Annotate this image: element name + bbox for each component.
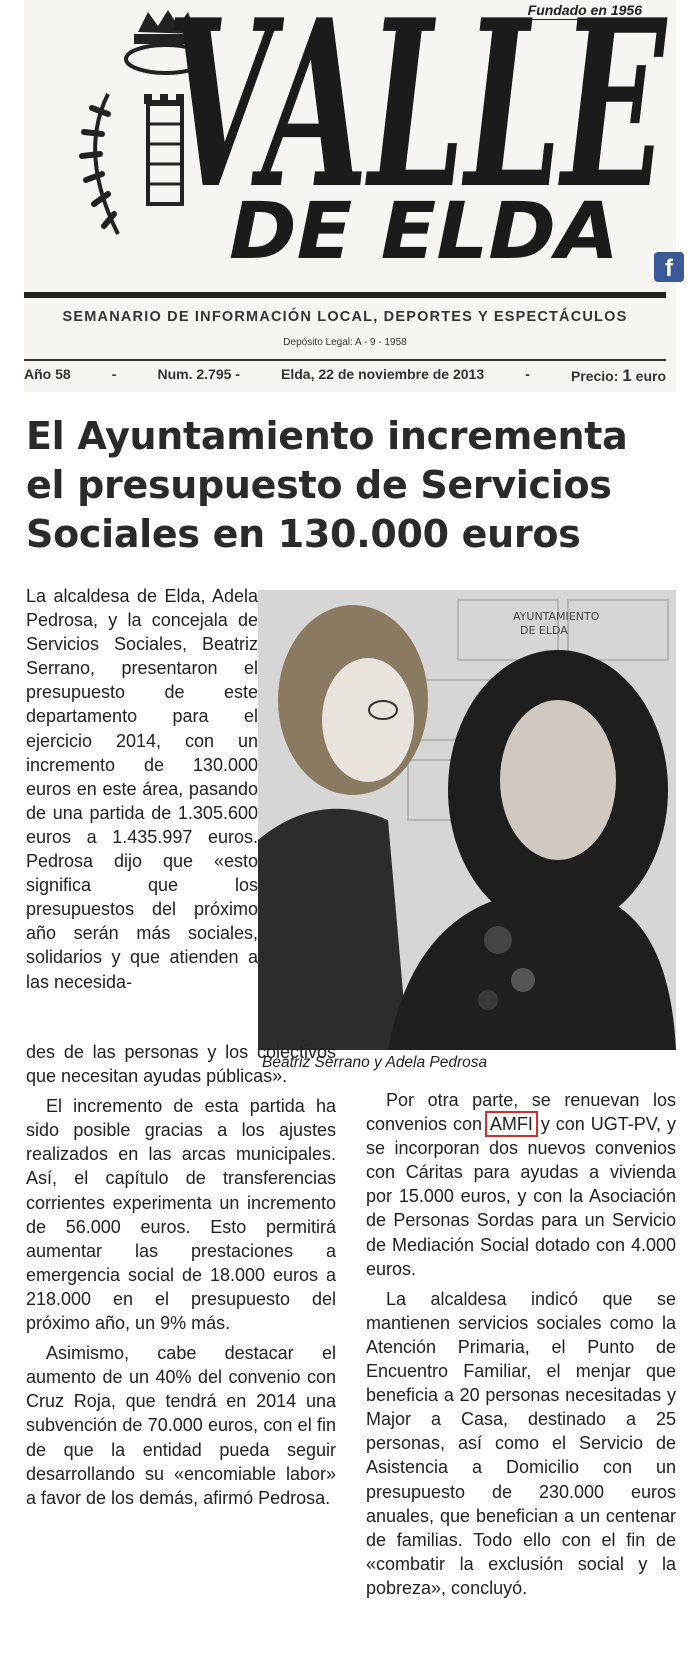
photo-caption: Beatriz Serrano y Adela Pedrosa xyxy=(262,1054,488,1071)
headline-line: Sociales en 130.000 euros xyxy=(26,512,581,556)
issue-separator: - xyxy=(525,366,530,382)
issue-price xyxy=(571,366,666,386)
paragraph-2: El incremento de esta partida ha sido posible gracias a los ajustes realizados en las arcas municipales. Así, el capítulo de transferencias corrientes experimenta un incremento de 56.000 euros. Esto permitirá aumentar las prestaciones a emergencia social de 18.000 euros a 218.000 en el presupuesto del próximo año, un 9% más. xyxy=(26,1096,336,1334)
paragraph-1-tail: des de las personas y los colectivos que necesitan ayudas públicas». xyxy=(26,1042,336,1087)
paragraph-5: La alcaldesa indicó que se mantienen servicios sociales como la Atención Primaria, el Punto de Encuentro Familiar, el menjar que beneficia a 20 personas necesitadas y Major a Casa, destinado a 25 personas, así como el Servicio de Asistencia a Domicilio con un presupuesto de 230.000 euros anuales, que benefician a un centenar de familias. Todo ello con el fin de «combatir la exclusión social y la pobreza», concluyó. xyxy=(366,1288,676,1598)
headline-line: el presupuesto de Servicios xyxy=(26,463,612,507)
logo-text: VALLE xyxy=(166,0,668,210)
masthead xyxy=(24,0,676,392)
tagline: SEMANARIO DE INFORMACIÓN LOCAL, DEPORTES Y ESPECTÁCULOS xyxy=(62,309,628,325)
paragraph-4-end: y con UGT-PV, y se incorporan dos nuevos convenios con Cáritas para ayudas a vivienda por 15.000 euros, y con la Asociación de Personas Sordas para un Servicio de Mediación Social dotado con 4.000 euros. xyxy=(366,1114,676,1279)
article-column-right xyxy=(366,1088,676,1600)
headline-line: El Ayuntamiento incrementa xyxy=(26,414,628,458)
legal-deposit: Depósito Legal: A - 9 - 1958 xyxy=(283,337,407,348)
de-elda-logo xyxy=(229,180,629,275)
price-value: 1 xyxy=(622,366,632,385)
issue-rule xyxy=(24,359,666,361)
masthead-rule xyxy=(24,292,666,298)
paragraph-3: Asimismo, cabe destacar el aumento de un 40% del convenio con Cruz Roja, que tendrá en 2014 una subvención de 70.000 euros, con el fin de que la entidad pueda seguir desarrollando su «encomiable labor» a favor de los demás, afirmó Pedrosa. xyxy=(26,1343,336,1508)
facebook-icon[interactable]: f xyxy=(654,252,684,282)
issue-separator: - xyxy=(111,366,117,382)
issue-line xyxy=(24,366,666,386)
issue-date: Elda, 22 de noviembre de 2013 xyxy=(281,366,485,382)
photo-illustration xyxy=(258,590,676,1050)
backdrop-text: DE ELDA xyxy=(520,624,568,637)
paragraph-4-start: Por otra parte, se renuevan los convenios con xyxy=(366,1090,676,1135)
logo-sub-text: DE ELDA xyxy=(229,187,619,275)
paragraph-1: La alcaldesa de Elda, Adela Pedrosa, y la concejala de Servicios Sociales, Beatriz Serrano, presentaron el presupuesto de este departamento para el ejercicio 2014, con un incremento de 130.000 euros en este área, pasando de una partida de 1.305.600 euros a 1.435.997 euros. Pedrosa dijo que «esto significa que los presupuestos del próximo año serán más sociales, solidarios y que atienden a las necesida- xyxy=(26,586,258,992)
article-column-narrow xyxy=(26,584,258,994)
article-headline xyxy=(26,412,676,559)
issue-number: Num. 2.795 - xyxy=(157,366,240,382)
issue-year: Año 58 xyxy=(24,366,71,382)
article-photo xyxy=(258,590,676,1050)
founded-label: Fundado en 1956 xyxy=(527,2,642,18)
amfi-highlight: AMFI xyxy=(489,1114,533,1135)
backdrop-text: AYUNTAMIENTO xyxy=(513,610,600,623)
price-unit: euro xyxy=(635,368,666,384)
price-label: Precio: xyxy=(570,368,619,384)
paragraph-4 xyxy=(366,1088,676,1281)
valle-logo xyxy=(156,0,676,210)
article-column-left xyxy=(26,1040,336,1510)
